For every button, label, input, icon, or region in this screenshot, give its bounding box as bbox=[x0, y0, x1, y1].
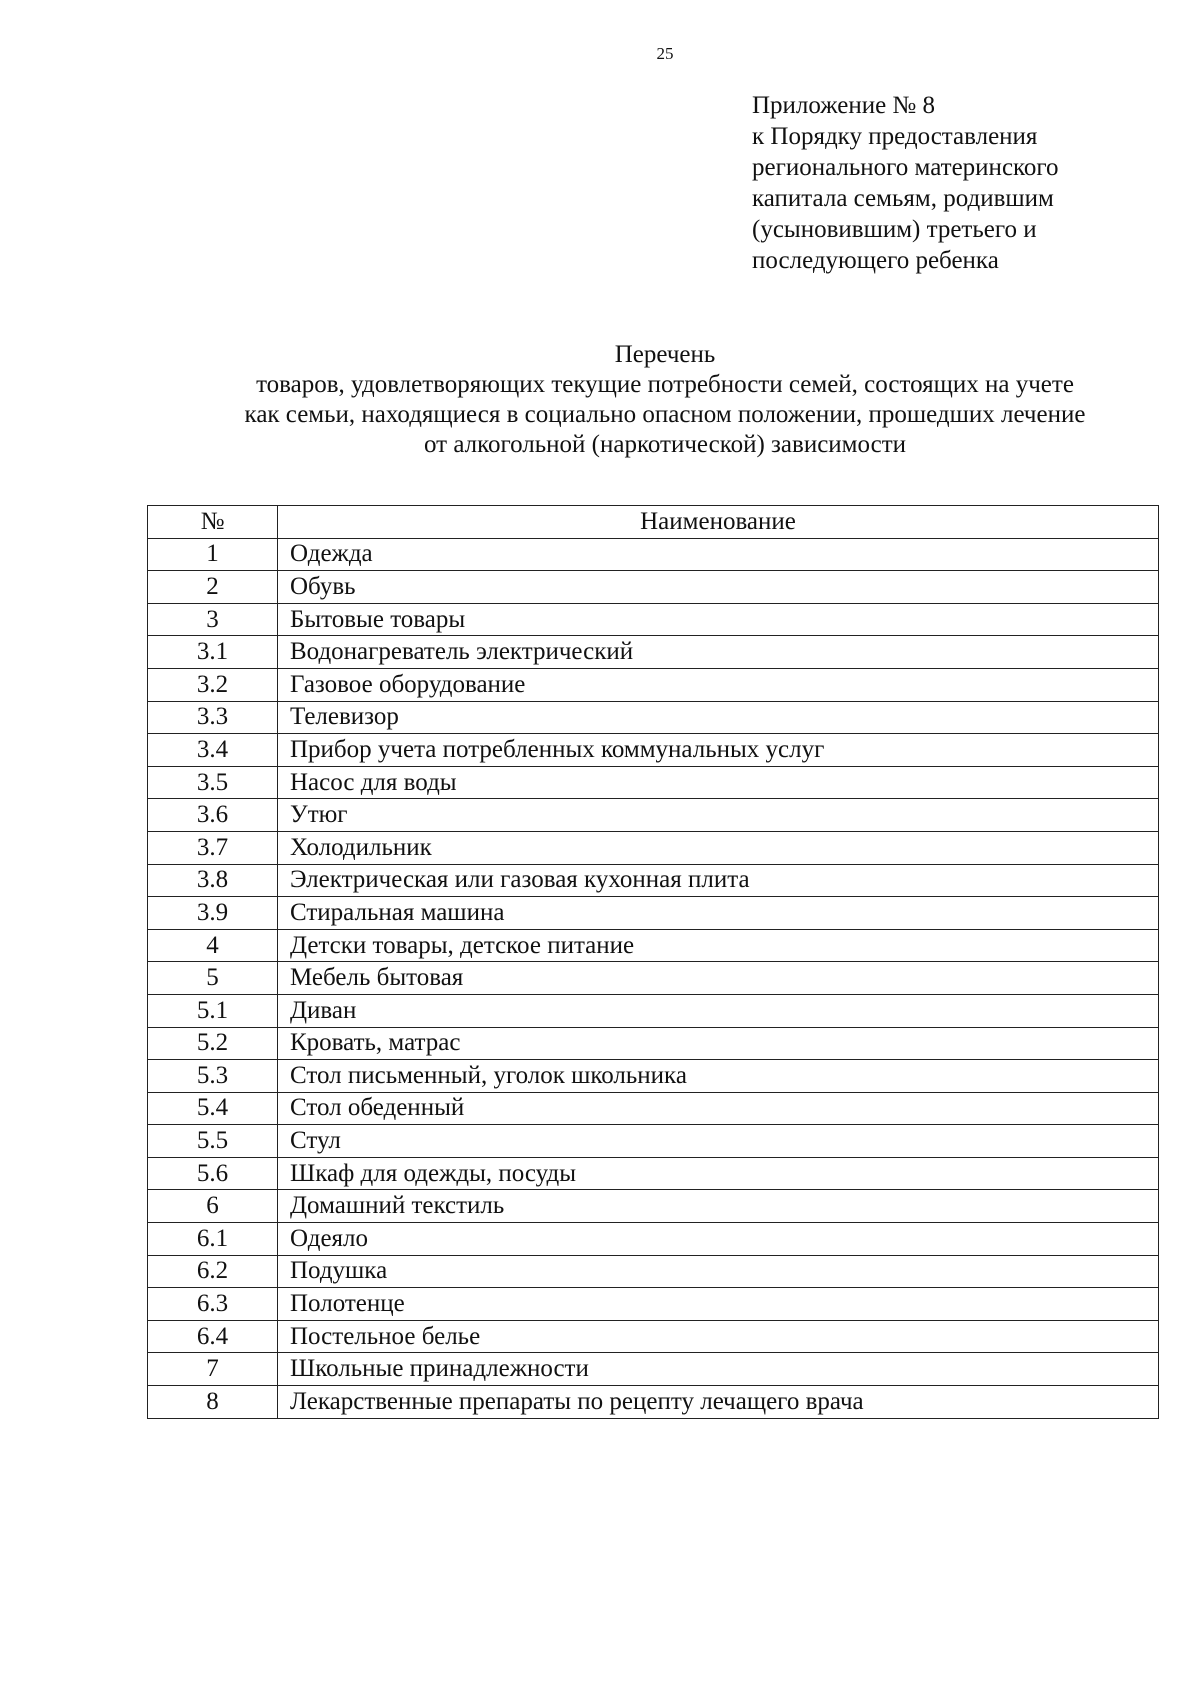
row-number: 1 bbox=[148, 538, 278, 571]
row-name: Стиральная машина bbox=[278, 897, 1159, 930]
row-name: Постельное белье bbox=[278, 1320, 1159, 1353]
table-row bbox=[148, 1255, 1159, 1288]
row-name: Одежда bbox=[278, 538, 1159, 571]
table-row bbox=[148, 831, 1159, 864]
row-name: Стул bbox=[278, 1125, 1159, 1158]
row-number: 5.6 bbox=[148, 1157, 278, 1190]
appendix-line: (усыновившим) третьего и bbox=[752, 216, 1037, 243]
row-number: 5.1 bbox=[148, 994, 278, 1027]
row-number: 6.4 bbox=[148, 1320, 278, 1353]
row-name: Домашний текстиль bbox=[278, 1190, 1159, 1223]
row-number: 3.7 bbox=[148, 831, 278, 864]
row-name: Мебель бытовая bbox=[278, 962, 1159, 995]
document-title: Перечень bbox=[614, 341, 716, 368]
document-heading bbox=[0, 340, 1200, 460]
table-row bbox=[148, 766, 1159, 799]
table-row bbox=[148, 1386, 1159, 1419]
row-number: 5.3 bbox=[148, 1060, 278, 1093]
row-number: 8 bbox=[148, 1386, 278, 1419]
table-row bbox=[148, 897, 1159, 930]
row-number: 5 bbox=[148, 962, 278, 995]
row-number: 2 bbox=[148, 571, 278, 604]
table-row bbox=[148, 929, 1159, 962]
table-row bbox=[148, 864, 1159, 897]
appendix-line: капитала семьям, родившим bbox=[752, 185, 1054, 212]
table-row bbox=[148, 571, 1159, 604]
page-number: 25 bbox=[656, 44, 674, 63]
table-row bbox=[148, 1190, 1159, 1223]
row-name: Бытовые товары bbox=[278, 603, 1159, 636]
row-number: 5.5 bbox=[148, 1125, 278, 1158]
row-number: 3 bbox=[148, 603, 278, 636]
table-row bbox=[148, 1060, 1159, 1093]
row-number: 3.9 bbox=[148, 897, 278, 930]
row-number: 6.3 bbox=[148, 1288, 278, 1321]
table-row bbox=[148, 636, 1159, 669]
header-number: № bbox=[148, 506, 278, 539]
row-number: 6.1 bbox=[148, 1223, 278, 1256]
table-row bbox=[148, 1027, 1159, 1060]
table-row bbox=[148, 734, 1159, 767]
appendix-line: регионального материнского bbox=[752, 154, 1059, 181]
table-row bbox=[148, 962, 1159, 995]
row-number: 3.4 bbox=[148, 734, 278, 767]
table-row bbox=[148, 1157, 1159, 1190]
table-row bbox=[148, 994, 1159, 1027]
row-number: 3.1 bbox=[148, 636, 278, 669]
table-row bbox=[148, 701, 1159, 734]
document-subtitle-line: товаров, удовлетворяющих текущие потребности семей, состоящих на учете bbox=[256, 371, 1074, 398]
row-name: Подушка bbox=[278, 1255, 1159, 1288]
row-number: 3.2 bbox=[148, 668, 278, 701]
table-body bbox=[148, 538, 1159, 1418]
row-number: 3.3 bbox=[148, 701, 278, 734]
row-name: Полотенце bbox=[278, 1288, 1159, 1321]
row-name: Стол письменный, уголок школьника bbox=[278, 1060, 1159, 1093]
row-name: Детски товары, детское питание bbox=[278, 929, 1159, 962]
row-name: Стол обеденный bbox=[278, 1092, 1159, 1125]
table-row bbox=[148, 668, 1159, 701]
table-row bbox=[148, 1125, 1159, 1158]
row-name: Холодильник bbox=[278, 831, 1159, 864]
table-row bbox=[148, 1223, 1159, 1256]
row-name: Утюг bbox=[278, 799, 1159, 832]
row-number: 4 bbox=[148, 929, 278, 962]
row-name: Школьные принадлежности bbox=[278, 1353, 1159, 1386]
goods-table-container bbox=[147, 505, 1159, 1419]
row-name: Телевизор bbox=[278, 701, 1159, 734]
table-header-row bbox=[148, 506, 1159, 539]
goods-table bbox=[147, 505, 1159, 1419]
row-number: 5.4 bbox=[148, 1092, 278, 1125]
row-number: 7 bbox=[148, 1353, 278, 1386]
row-number: 3.8 bbox=[148, 864, 278, 897]
table-row bbox=[148, 1353, 1159, 1386]
appendix-line: Приложение № 8 bbox=[752, 92, 936, 119]
header-name: Наименование bbox=[278, 506, 1159, 539]
row-name: Диван bbox=[278, 994, 1159, 1027]
appendix-line: к Порядку предоставления bbox=[752, 123, 1038, 150]
row-name: Прибор учета потребленных коммунальных услуг bbox=[278, 734, 1159, 767]
row-name: Одеяло bbox=[278, 1223, 1159, 1256]
row-name: Лекарственные препараты по рецепту лечащего врача bbox=[278, 1386, 1159, 1419]
document-subtitle-line: от алкогольной (наркотической) зависимости bbox=[423, 431, 907, 458]
table-row bbox=[148, 603, 1159, 636]
row-name: Шкаф для одежды, посуды bbox=[278, 1157, 1159, 1190]
row-number: 3.6 bbox=[148, 799, 278, 832]
appendix-reference bbox=[752, 90, 1172, 276]
row-name: Газовое оборудование bbox=[278, 668, 1159, 701]
row-name: Обувь bbox=[278, 571, 1159, 604]
row-name: Насос для воды bbox=[278, 766, 1159, 799]
table-row bbox=[148, 799, 1159, 832]
table-row bbox=[148, 1092, 1159, 1125]
document-subtitle-line: как семьи, находящиеся в социально опасном положении, прошедших лечение bbox=[244, 401, 1086, 428]
table-row bbox=[148, 1320, 1159, 1353]
row-name: Кровать, матрас bbox=[278, 1027, 1159, 1060]
table-row bbox=[148, 1288, 1159, 1321]
appendix-line: последующего ребенка bbox=[752, 247, 999, 274]
row-number: 3.5 bbox=[148, 766, 278, 799]
row-number: 5.2 bbox=[148, 1027, 278, 1060]
row-name: Водонагреватель электрический bbox=[278, 636, 1159, 669]
table-row bbox=[148, 538, 1159, 571]
row-number: 6 bbox=[148, 1190, 278, 1223]
row-number: 6.2 bbox=[148, 1255, 278, 1288]
row-name: Электрическая или газовая кухонная плита bbox=[278, 864, 1159, 897]
